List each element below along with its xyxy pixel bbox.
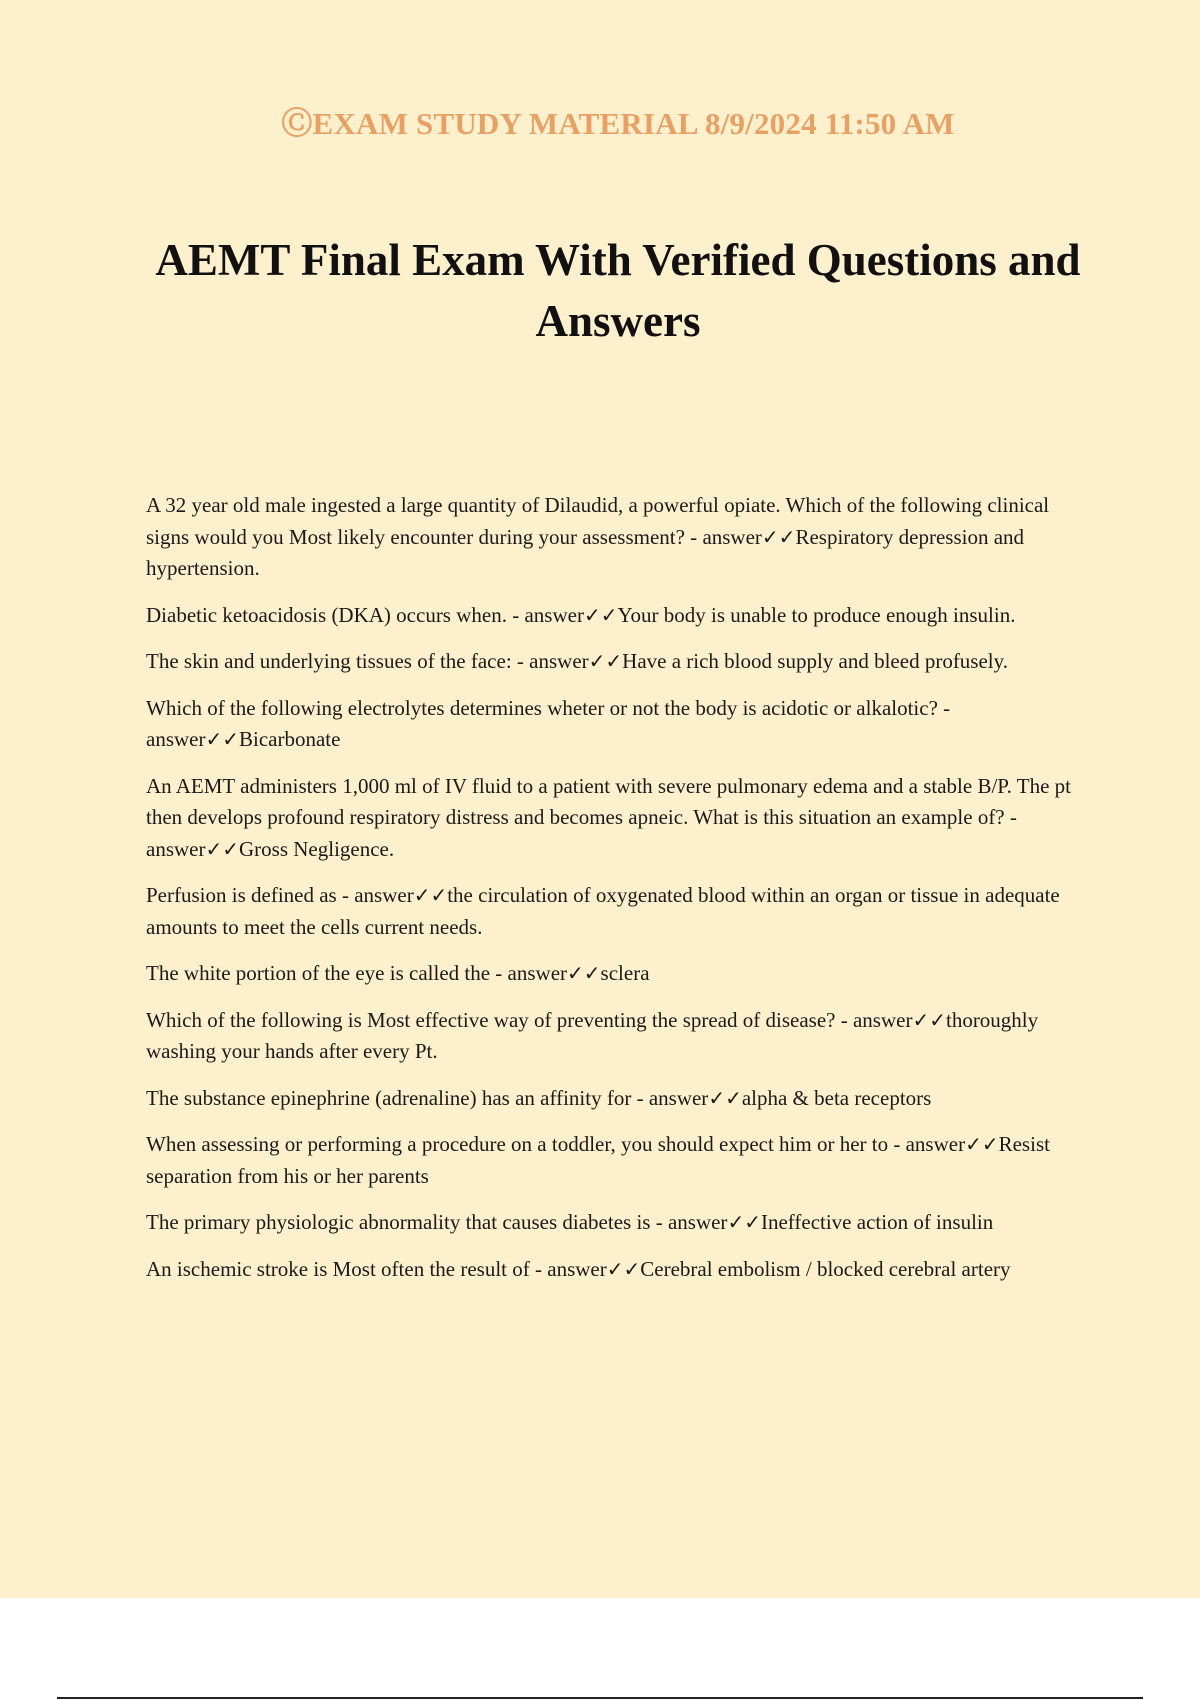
footer-divider <box>57 1697 1143 1699</box>
double-check-icon: ✓✓ <box>567 961 601 985</box>
answer-marker: answer <box>524 602 584 627</box>
answer-marker: answer <box>547 1256 607 1281</box>
answer-text: Respiratory depression and hypertension. <box>146 524 1025 580</box>
double-check-icon: ✓✓ <box>205 727 239 751</box>
answer-text: Ineffective action of insulin <box>760 1210 994 1234</box>
qa-item <box>146 1207 1086 1239</box>
question-text: The white portion of the eye is called the - <box>146 961 508 985</box>
answer-text: sclera <box>600 961 650 985</box>
qa-item <box>146 880 1086 943</box>
answer-marker: answer <box>852 1007 913 1032</box>
page-title: AEMT Final Exam With Verified Questions and Answers <box>155 235 1081 346</box>
double-check-icon: ✓✓ <box>912 1007 946 1032</box>
answer-marker: answer <box>529 649 589 673</box>
qa-item <box>146 771 1086 866</box>
double-check-icon: ✓✓ <box>708 1085 742 1110</box>
answer-text: alpha & beta receptors <box>741 1085 932 1110</box>
answer-marker: answer <box>667 1210 728 1234</box>
answer-text: thoroughly washing your hands after every Pt. <box>146 1007 1039 1063</box>
answer-marker: answer <box>146 836 206 861</box>
qa-item <box>146 958 1086 990</box>
answer-text: Gross Negligence. <box>239 836 395 861</box>
qa-item <box>146 1005 1086 1068</box>
double-check-icon: ✓✓ <box>606 1256 641 1281</box>
question-text: Perfusion is defined as - <box>146 883 355 907</box>
qa-item <box>146 490 1086 585</box>
answer-text: the circulation of oxygenated blood within an organ or tissue in adequate amounts to meet the cells current needs. <box>146 883 1060 939</box>
double-check-icon: ✓✓ <box>413 883 448 907</box>
question-text: An ischemic stroke is Most often the result of - <box>146 1256 548 1281</box>
answer-text: Resist separation from his or her parents <box>146 1132 1050 1188</box>
double-check-icon: ✓✓ <box>583 602 618 627</box>
watermark-header: ⒸEXAM STUDY MATERIAL 8/9/2024 11:50 AM <box>281 106 955 141</box>
qa-list <box>146 490 1086 1300</box>
double-check-icon: ✓✓ <box>727 1210 761 1234</box>
question-text: The primary physiologic abnormality that causes diabetes is - <box>146 1210 668 1234</box>
question-text: A 32 year old male ingested a large quantity of Dilaudid, a powerful opiate. Which of the following clinical signs would you Most likely encounter during your assessment? - <box>146 493 1050 549</box>
qa-item <box>146 693 1086 756</box>
qa-item <box>146 1083 1086 1115</box>
question-text: When assessing or performing a procedure on a toddler, you should expect him or her to - <box>146 1132 906 1156</box>
question-text: The substance epinephrine (adrenaline) has an affinity for - <box>146 1085 649 1110</box>
answer-text: Bicarbonate <box>239 727 341 751</box>
question-text: Which of the following is Most effective way of preventing the spread of disease? - <box>146 1007 853 1032</box>
answer-marker: answer <box>648 1085 709 1110</box>
double-check-icon: ✓✓ <box>205 836 239 861</box>
question-text: An AEMT administers 1,000 ml of IV fluid to a patient with severe pulmonary edema and a stable B/P. The pt then develops profound respiratory distress and becomes apneic. What is this situation an example of? - <box>146 773 1072 829</box>
answer-marker: answer <box>354 883 414 907</box>
qa-item <box>146 600 1086 632</box>
double-check-icon: ✓✓ <box>965 1132 999 1156</box>
double-check-icon: ✓✓ <box>761 524 796 549</box>
qa-item <box>146 1254 1086 1286</box>
answer-marker: answer <box>905 1132 966 1156</box>
answer-text: Have a rich blood supply and bleed profusely. <box>622 649 1009 673</box>
answer-marker: answer <box>507 961 568 985</box>
question-text: Which of the following electrolytes determines wheter or not the body is acidotic or alkalotic? - <box>146 695 951 720</box>
answer-text: Your body is unable to produce enough insulin. <box>617 602 1016 627</box>
qa-item <box>146 1129 1086 1192</box>
question-text: Diabetic ketoacidosis (DKA) occurs when. - <box>146 602 525 627</box>
answer-marker: answer <box>146 727 206 751</box>
qa-item <box>146 646 1086 678</box>
answer-text: Cerebral embolism / blocked cerebral artery <box>640 1256 1011 1281</box>
double-check-icon: ✓✓ <box>588 649 623 673</box>
answer-marker: answer <box>702 524 762 549</box>
question-text: The skin and underlying tissues of the face: - <box>146 649 530 673</box>
